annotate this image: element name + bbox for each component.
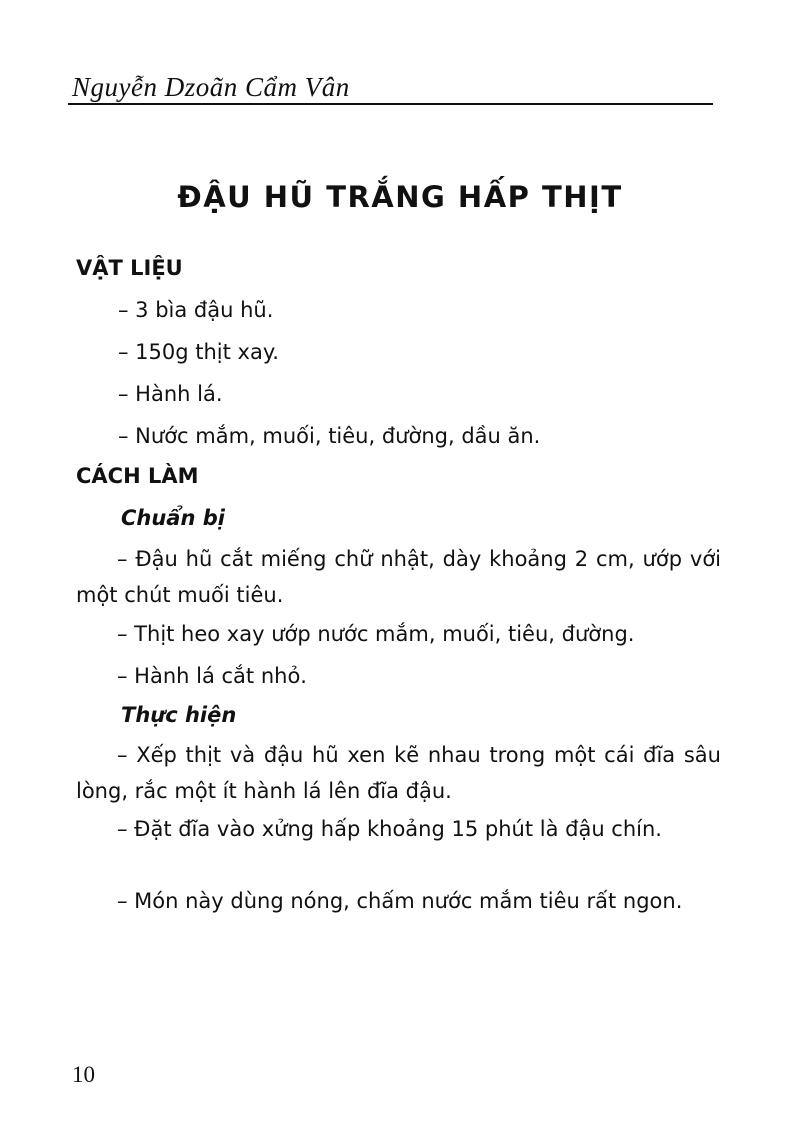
prep-heading: Chuẩn bị: [121, 506, 225, 530]
material-item: – Nước mắm, muối, tiêu, đường, dầu ăn.: [118, 424, 541, 448]
execution-step: – Xếp thịt và đậu hũ xen kẽ nhau trong một cái đĩa sâu lòng, rắc một ít hành lá lên đĩa đậu.: [76, 743, 721, 803]
method-heading: CÁCH LÀM: [76, 464, 199, 488]
prep-step: – Thịt heo xay ướp nước mắm, muối, tiêu, đường.: [117, 622, 635, 646]
material-item: – 150g thịt xay.: [118, 340, 279, 364]
page-number: 10: [72, 1062, 95, 1087]
materials-heading: VẬT LIỆU: [76, 256, 183, 280]
recipe-title: ĐẬU HŨ TRẮNG HẤP THỊT: [177, 180, 623, 214]
running-header-author: Nguyễn Dzoãn Cẩm Vân: [72, 72, 350, 102]
prep-step: – Hành lá cắt nhỏ.: [117, 664, 307, 688]
execution-heading: Thực hiện: [121, 703, 237, 727]
execution-step: – Món này dùng nóng, chấm nước mắm tiêu rất ngon.: [117, 889, 683, 913]
material-item: – 3 bìa đậu hũ.: [118, 298, 274, 322]
execution-step: – Đặt đĩa vào xửng hấp khoảng 15 phút là đậu chín.: [117, 817, 662, 841]
header-rule: [68, 103, 713, 105]
material-item: – Hành lá.: [118, 382, 223, 406]
prep-step: – Đậu hũ cắt miếng chữ nhật, dày khoảng 2 cm, ướp với một chút muối tiêu.: [76, 547, 721, 607]
